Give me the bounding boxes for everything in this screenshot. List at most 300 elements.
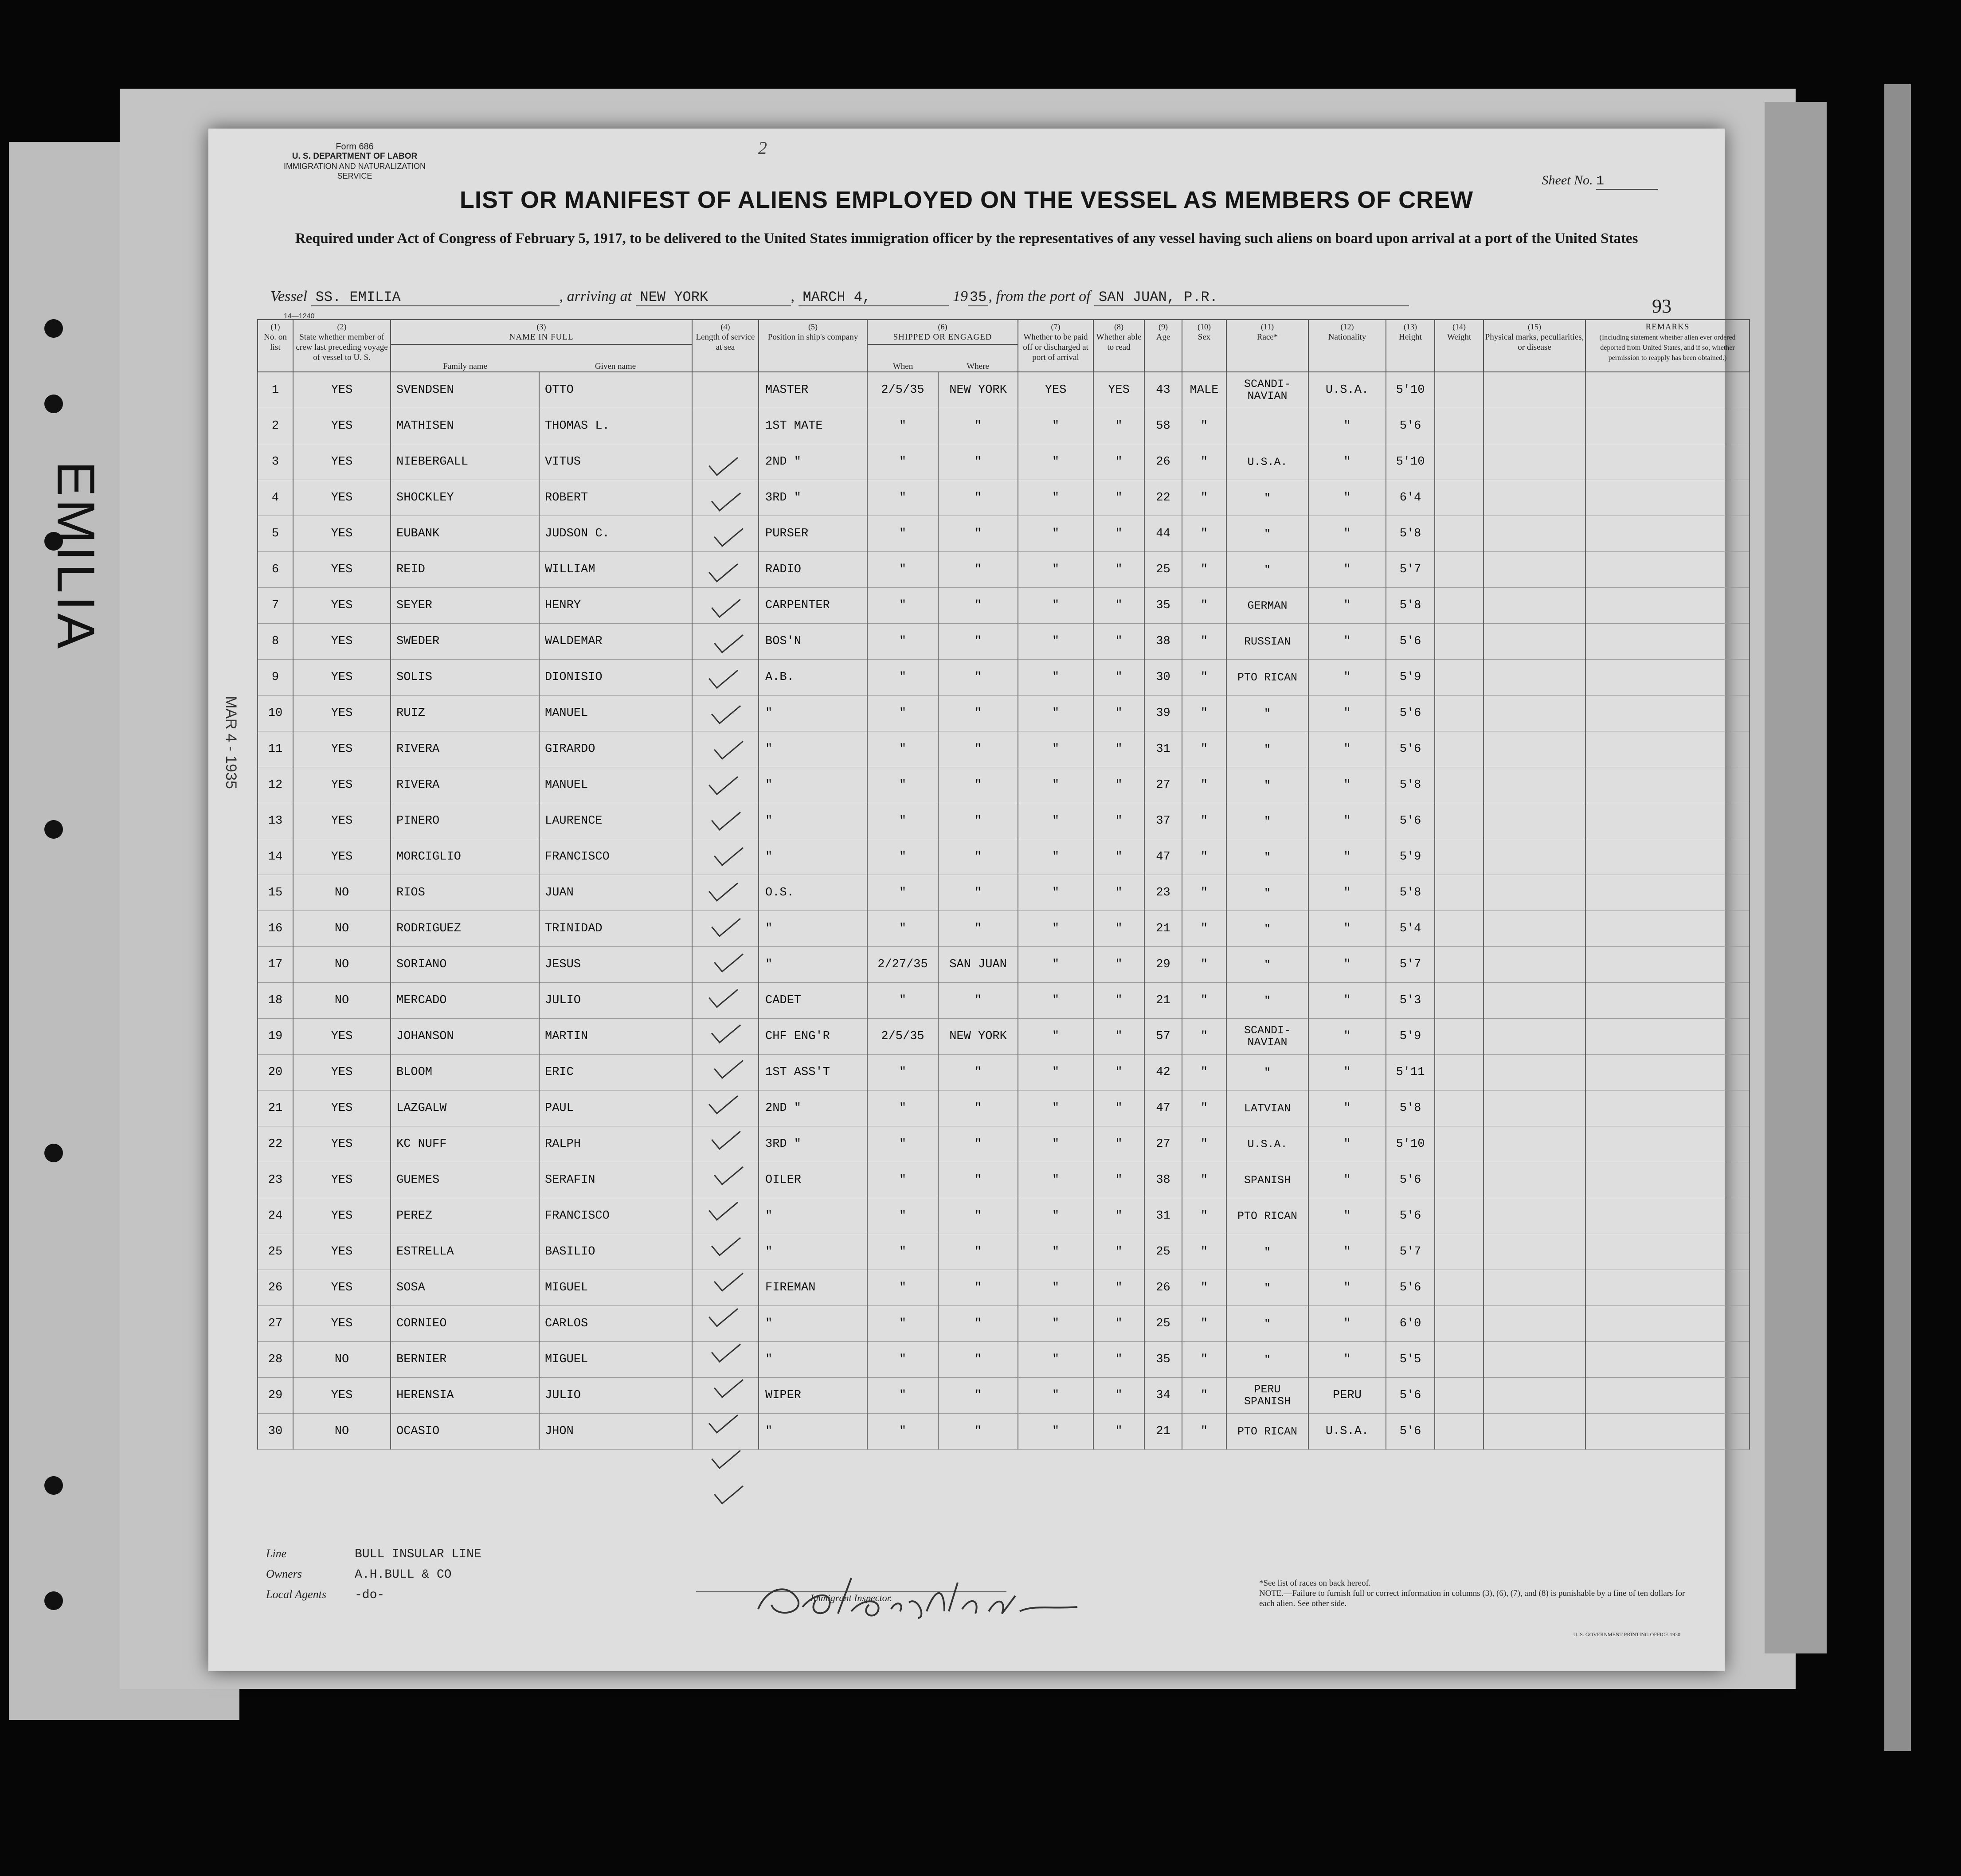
paid-off-cell: "	[1018, 1055, 1093, 1090]
nationality-cell: "	[1308, 983, 1386, 1019]
family-name-cell: REID	[391, 552, 539, 588]
race-cell: "	[1226, 1306, 1308, 1342]
family-name-cell: KC NUFF	[391, 1126, 539, 1162]
page-number: 93	[1652, 295, 1671, 317]
able-to-read-cell: "	[1093, 1126, 1144, 1162]
physical-marks-cell	[1483, 624, 1585, 660]
able-to-read-cell: "	[1093, 839, 1144, 875]
nationality-cell: "	[1308, 480, 1386, 516]
weight-cell	[1435, 1198, 1483, 1234]
sex-cell: "	[1182, 1378, 1226, 1414]
race-cell: "	[1226, 552, 1308, 588]
sex-cell: "	[1182, 480, 1226, 516]
sex-cell: MALE	[1182, 372, 1226, 408]
table-row	[258, 408, 1750, 444]
table-row	[258, 839, 1750, 875]
remarks-cell	[1585, 444, 1750, 480]
paid-off-cell: "	[1018, 1019, 1093, 1055]
position-cell: "	[759, 767, 867, 803]
family-name-cell: RIVERA	[391, 731, 539, 767]
family-name-cell: RUIZ	[391, 696, 539, 731]
check-mark	[708, 555, 738, 582]
shipped-where-cell: "	[938, 1378, 1018, 1414]
row-number-cell: 12	[258, 767, 293, 803]
age-cell: 21	[1144, 911, 1182, 947]
able-to-read-cell: "	[1093, 1162, 1144, 1198]
weight-cell	[1435, 1306, 1483, 1342]
height-cell: 5'8	[1386, 516, 1435, 552]
sex-cell: "	[1182, 444, 1226, 480]
weight-cell	[1435, 1019, 1483, 1055]
shipped-when-cell: "	[867, 480, 938, 516]
physical-marks-cell	[1483, 1306, 1585, 1342]
check-mark	[711, 1335, 741, 1363]
height-cell: 5'6	[1386, 624, 1435, 660]
check-mark	[708, 874, 738, 902]
height-cell: 5'9	[1386, 839, 1435, 875]
sex-cell: "	[1182, 552, 1226, 588]
col-header-shipped-parts: When Where	[867, 344, 1018, 372]
previous-voyage-cell: YES	[293, 1126, 391, 1162]
remarks-cell	[1585, 875, 1750, 911]
weight-cell	[1435, 624, 1483, 660]
given-name-cell: BASILIO	[539, 1234, 692, 1270]
row-number-cell: 21	[258, 1090, 293, 1126]
previous-voyage-cell: NO	[293, 875, 391, 911]
given-name-cell: JHON	[539, 1414, 692, 1450]
height-cell: 5'10	[1386, 444, 1435, 480]
row-number-cell: 24	[258, 1198, 293, 1234]
position-cell: "	[759, 1342, 867, 1378]
remarks-cell	[1585, 624, 1750, 660]
arriving-label: , arriving at	[559, 288, 632, 305]
shipped-when-cell: "	[867, 731, 938, 767]
height-cell: 5'7	[1386, 552, 1435, 588]
age-cell: 37	[1144, 803, 1182, 839]
paid-off-cell: "	[1018, 696, 1093, 731]
punch-hole	[44, 1591, 63, 1610]
check-mark	[708, 1299, 738, 1327]
paid-off-cell: "	[1018, 875, 1093, 911]
position-cell: BOS'N	[759, 624, 867, 660]
race-cell: "	[1226, 516, 1308, 552]
height-cell: 5'6	[1386, 1378, 1435, 1414]
previous-voyage-cell: YES	[293, 480, 391, 516]
age-cell: 25	[1144, 1306, 1182, 1342]
sheet-number-label: Sheet No.	[1542, 173, 1593, 188]
paid-off-cell: "	[1018, 947, 1093, 983]
table-row	[258, 588, 1750, 624]
family-name-cell: LAZGALW	[391, 1090, 539, 1126]
race-cell: PTO RICAN	[1226, 660, 1308, 696]
physical-marks-cell	[1483, 552, 1585, 588]
height-cell: 6'4	[1386, 480, 1435, 516]
given-name-cell: HENRY	[539, 588, 692, 624]
row-number-cell: 22	[258, 1126, 293, 1162]
family-name-cell: SOSA	[391, 1270, 539, 1306]
previous-voyage-cell: YES	[293, 588, 391, 624]
shipped-when-cell: "	[867, 1270, 938, 1306]
row-number-cell: 15	[258, 875, 293, 911]
previous-voyage-cell: YES	[293, 839, 391, 875]
sex-cell: "	[1182, 696, 1226, 731]
previous-voyage-cell: YES	[293, 1234, 391, 1270]
table-row	[258, 1055, 1750, 1090]
age-cell: 58	[1144, 408, 1182, 444]
height-cell: 5'8	[1386, 588, 1435, 624]
arrival-port: NEW YORK	[636, 289, 791, 306]
nationality-cell: "	[1308, 839, 1386, 875]
punch-hole	[44, 1476, 63, 1495]
family-name-cell: CORNIEO	[391, 1306, 539, 1342]
paid-off-cell: "	[1018, 911, 1093, 947]
paid-off-cell: "	[1018, 480, 1093, 516]
weight-cell	[1435, 408, 1483, 444]
position-cell: "	[759, 696, 867, 731]
shipped-where-cell: "	[938, 1234, 1018, 1270]
year-prefix: 19	[953, 288, 968, 305]
race-cell: "	[1226, 875, 1308, 911]
shipped-where-cell: "	[938, 983, 1018, 1019]
nationality-cell: "	[1308, 947, 1386, 983]
given-name-cell: FRANCISCO	[539, 839, 692, 875]
height-cell: 5'6	[1386, 803, 1435, 839]
sex-cell: "	[1182, 408, 1226, 444]
shipped-where-cell: "	[938, 1162, 1018, 1198]
shipped-where-cell: "	[938, 1198, 1018, 1234]
able-to-read-cell: "	[1093, 624, 1144, 660]
physical-marks-cell	[1483, 480, 1585, 516]
given-name-cell: OTTO	[539, 372, 692, 408]
able-to-read-cell: "	[1093, 1055, 1144, 1090]
table-row	[258, 624, 1750, 660]
weight-cell	[1435, 947, 1483, 983]
agents-value: -do-	[355, 1588, 385, 1602]
check-mark	[714, 1264, 744, 1292]
table-row	[258, 516, 1750, 552]
physical-marks-cell	[1483, 983, 1585, 1019]
row-number-cell: 3	[258, 444, 293, 480]
nationality-cell: "	[1308, 696, 1386, 731]
weight-cell	[1435, 803, 1483, 839]
nationality-cell: "	[1308, 1306, 1386, 1342]
height-cell: 5'6	[1386, 1198, 1435, 1234]
paid-off-cell: "	[1018, 588, 1093, 624]
table-row	[258, 372, 1750, 408]
height-cell: 5'3	[1386, 983, 1435, 1019]
row-number-cell: 11	[258, 731, 293, 767]
paid-off-cell: "	[1018, 1342, 1093, 1378]
race-cell: U.S.A.	[1226, 444, 1308, 480]
table-row	[258, 660, 1750, 696]
sex-cell: "	[1182, 839, 1226, 875]
able-to-read-cell: "	[1093, 696, 1144, 731]
nationality-cell: "	[1308, 444, 1386, 480]
check-mark	[714, 945, 744, 973]
remarks-cell	[1585, 1055, 1750, 1090]
age-cell: 43	[1144, 372, 1182, 408]
shipped-when-cell: 2/5/35	[867, 372, 938, 408]
shipped-where-cell: "	[938, 1306, 1018, 1342]
able-to-read-cell: "	[1093, 983, 1144, 1019]
vessel-line: Vessel SS. EMILIA , arriving at NEW YORK , MARCH 4, 19 35 , from the port of SAN JUAN, P.R.	[270, 288, 1680, 309]
physical-marks-cell	[1483, 372, 1585, 408]
position-cell: "	[759, 947, 867, 983]
table-row	[258, 696, 1750, 731]
nationality-cell: "	[1308, 624, 1386, 660]
check-mark	[711, 1122, 741, 1150]
given-name-cell: CARLOS	[539, 1306, 692, 1342]
table-row	[258, 947, 1750, 983]
underlying-sheet-right	[1765, 102, 1827, 1653]
race-cell: "	[1226, 983, 1308, 1019]
row-number-cell: 7	[258, 588, 293, 624]
previous-voyage-cell: YES	[293, 1019, 391, 1055]
age-cell: 26	[1144, 444, 1182, 480]
physical-marks-cell	[1483, 803, 1585, 839]
paid-off-cell: "	[1018, 803, 1093, 839]
able-to-read-cell: "	[1093, 767, 1144, 803]
row-number-cell: 30	[258, 1414, 293, 1450]
age-cell: 35	[1144, 588, 1182, 624]
nationality-cell: "	[1308, 516, 1386, 552]
remarks-cell	[1585, 588, 1750, 624]
table-row	[258, 1198, 1750, 1234]
row-number-cell: 20	[258, 1055, 293, 1090]
paid-off-cell: "	[1018, 839, 1093, 875]
given-name-cell: WALDEMAR	[539, 624, 692, 660]
position-cell: CARPENTER	[759, 588, 867, 624]
nationality-cell: "	[1308, 588, 1386, 624]
vessel-label: Vessel	[270, 288, 308, 305]
able-to-read-cell: "	[1093, 1234, 1144, 1270]
check-mark	[711, 590, 741, 618]
race-cell: SPANISH	[1226, 1162, 1308, 1198]
race-cell: "	[1226, 767, 1308, 803]
position-cell: OILER	[759, 1162, 867, 1198]
nationality-cell: "	[1308, 1126, 1386, 1162]
shipped-where-cell: "	[938, 660, 1018, 696]
table-row	[258, 1342, 1750, 1378]
nationality-cell: "	[1308, 767, 1386, 803]
weight-cell	[1435, 1270, 1483, 1306]
family-name-cell: MORCIGLIO	[391, 839, 539, 875]
shipped-where-cell: "	[938, 875, 1018, 911]
remarks-cell	[1585, 911, 1750, 947]
position-cell: PURSER	[759, 516, 867, 552]
paid-off-cell: "	[1018, 1090, 1093, 1126]
table-row	[258, 1019, 1750, 1055]
nationality-cell: "	[1308, 408, 1386, 444]
race-cell: "	[1226, 1342, 1308, 1378]
able-to-read-cell: "	[1093, 516, 1144, 552]
paid-off-cell: "	[1018, 1306, 1093, 1342]
paid-off-cell: "	[1018, 1198, 1093, 1234]
checkmark-column	[701, 129, 767, 1671]
given-name-cell: RALPH	[539, 1126, 692, 1162]
col-header-remarks: REMARKS (Including statement whether alien ever ordered deported from United States, and if so, whether permission to reapply has been obtained.)	[1585, 320, 1750, 372]
given-name-cell: TRINIDAD	[539, 911, 692, 947]
race-cell: PTO RICAN	[1226, 1198, 1308, 1234]
row-number-cell: 13	[258, 803, 293, 839]
check-mark	[714, 625, 744, 653]
given-name-cell: JESUS	[539, 947, 692, 983]
family-name-cell: SVENDSEN	[391, 372, 539, 408]
position-cell: "	[759, 839, 867, 875]
weight-cell	[1435, 1342, 1483, 1378]
sex-cell: "	[1182, 1055, 1226, 1090]
family-name-cell: SEYER	[391, 588, 539, 624]
weight-cell	[1435, 983, 1483, 1019]
paid-off-cell: "	[1018, 1378, 1093, 1414]
height-cell: 6'0	[1386, 1306, 1435, 1342]
weight-cell	[1435, 552, 1483, 588]
shipped-where-cell: "	[938, 731, 1018, 767]
nationality-cell: U.S.A.	[1308, 372, 1386, 408]
shipped-when-cell: "	[867, 624, 938, 660]
able-to-read-cell: "	[1093, 1270, 1144, 1306]
position-cell: "	[759, 1414, 867, 1450]
vessel-name-stamp: EMILIA	[46, 461, 106, 652]
remarks-cell	[1585, 839, 1750, 875]
shipped-when-cell: "	[867, 1126, 938, 1162]
vessel-name: SS. EMILIA	[311, 289, 560, 306]
table-row	[258, 1234, 1750, 1270]
previous-voyage-cell: YES	[293, 767, 391, 803]
check-mark	[711, 1016, 741, 1044]
remarks-cell	[1585, 660, 1750, 696]
race-cell: "	[1226, 1055, 1308, 1090]
shipped-where-cell: "	[938, 516, 1018, 552]
previous-voyage-cell: YES	[293, 1090, 391, 1126]
height-cell: 5'5	[1386, 1342, 1435, 1378]
previous-voyage-cell: NO	[293, 911, 391, 947]
position-cell: 3RD "	[759, 1126, 867, 1162]
height-cell: 5'9	[1386, 660, 1435, 696]
race-cell: "	[1226, 803, 1308, 839]
form-code: 14—1240	[284, 313, 315, 320]
race-cell: RUSSIAN	[1226, 624, 1308, 660]
weight-cell	[1435, 1126, 1483, 1162]
height-cell: 5'7	[1386, 947, 1435, 983]
sex-cell: "	[1182, 983, 1226, 1019]
remarks-cell	[1585, 1234, 1750, 1270]
able-to-read-cell: "	[1093, 1306, 1144, 1342]
row-number-cell: 27	[258, 1306, 293, 1342]
family-name-cell: RIOS	[391, 875, 539, 911]
paid-off-cell: "	[1018, 408, 1093, 444]
physical-marks-cell	[1483, 767, 1585, 803]
check-mark	[711, 1441, 741, 1469]
paid-off-cell: "	[1018, 1234, 1093, 1270]
position-cell: "	[759, 1306, 867, 1342]
row-number-cell: 25	[258, 1234, 293, 1270]
table-row	[258, 1378, 1750, 1414]
col-header-sex: (10) Sex	[1182, 320, 1226, 372]
line-value: BULL INSULAR LINE	[355, 1548, 481, 1561]
shipped-when-cell: "	[867, 911, 938, 947]
given-name-cell: MIGUEL	[539, 1270, 692, 1306]
previous-voyage-cell: YES	[293, 408, 391, 444]
col-header-shipped: (6) SHIPPED OR ENGAGED	[867, 320, 1018, 344]
race-cell: LATVIAN	[1226, 1090, 1308, 1126]
able-to-read-cell: "	[1093, 803, 1144, 839]
shipped-when-cell: "	[867, 875, 938, 911]
physical-marks-cell	[1483, 516, 1585, 552]
able-to-read-cell: "	[1093, 552, 1144, 588]
age-cell: 27	[1144, 1126, 1182, 1162]
position-cell: O.S.	[759, 875, 867, 911]
shipped-where-cell: "	[938, 552, 1018, 588]
check-mark	[711, 803, 741, 831]
age-cell: 22	[1144, 480, 1182, 516]
shipped-when-cell: "	[867, 1306, 938, 1342]
remarks-cell	[1585, 947, 1750, 983]
family-name-cell: MATHISEN	[391, 408, 539, 444]
physical-marks-cell	[1483, 839, 1585, 875]
race-cell: GERMAN	[1226, 588, 1308, 624]
physical-marks-cell	[1483, 1378, 1585, 1414]
sex-cell: "	[1182, 1126, 1226, 1162]
col-header-previous-voyage: (2) State whether member of crew last preceding voyage of vessel to U. S.	[293, 320, 391, 372]
shipped-where-cell: "	[938, 1270, 1018, 1306]
age-cell: 57	[1144, 1019, 1182, 1055]
age-cell: 47	[1144, 839, 1182, 875]
row-number-cell: 23	[258, 1162, 293, 1198]
weight-cell	[1435, 875, 1483, 911]
race-cell: "	[1226, 1234, 1308, 1270]
col-header-weight: (14) Weight	[1435, 320, 1483, 372]
remarks-cell	[1585, 1162, 1750, 1198]
physical-marks-cell	[1483, 660, 1585, 696]
table-row	[258, 1126, 1750, 1162]
shipped-when-cell: "	[867, 1090, 938, 1126]
physical-marks-cell	[1483, 1198, 1585, 1234]
footnotes	[1259, 1578, 1689, 1609]
shipped-where-cell: "	[938, 911, 1018, 947]
shipped-when-cell: "	[867, 839, 938, 875]
remarks-cell	[1585, 803, 1750, 839]
position-cell: RADIO	[759, 552, 867, 588]
shipped-when-cell: "	[867, 696, 938, 731]
position-cell: "	[759, 1234, 867, 1270]
given-name-cell: ERIC	[539, 1055, 692, 1090]
check-mark	[708, 1087, 738, 1114]
remarks-cell	[1585, 1306, 1750, 1342]
physical-marks-cell	[1483, 1270, 1585, 1306]
department-name: U. S. DEPARTMENT OF LABOR	[292, 152, 418, 161]
remarks-cell	[1585, 1342, 1750, 1378]
physical-marks-cell	[1483, 696, 1585, 731]
sex-cell: "	[1182, 624, 1226, 660]
position-cell: MASTER	[759, 372, 867, 408]
sex-cell: "	[1182, 588, 1226, 624]
previous-voyage-cell: YES	[293, 1055, 391, 1090]
col-header-height: (13) Height	[1386, 320, 1435, 372]
paid-off-cell: "	[1018, 983, 1093, 1019]
previous-voyage-cell: YES	[293, 552, 391, 588]
shipped-where-cell: "	[938, 1090, 1018, 1126]
check-mark	[714, 1051, 744, 1079]
col-header-nationality: (12) Nationality	[1308, 320, 1386, 372]
given-name-cell: PAUL	[539, 1090, 692, 1126]
age-cell: 31	[1144, 1198, 1182, 1234]
sex-cell: "	[1182, 731, 1226, 767]
age-cell: 21	[1144, 1414, 1182, 1450]
sex-cell: "	[1182, 767, 1226, 803]
table-row	[258, 1414, 1750, 1450]
able-to-read-cell: "	[1093, 660, 1144, 696]
